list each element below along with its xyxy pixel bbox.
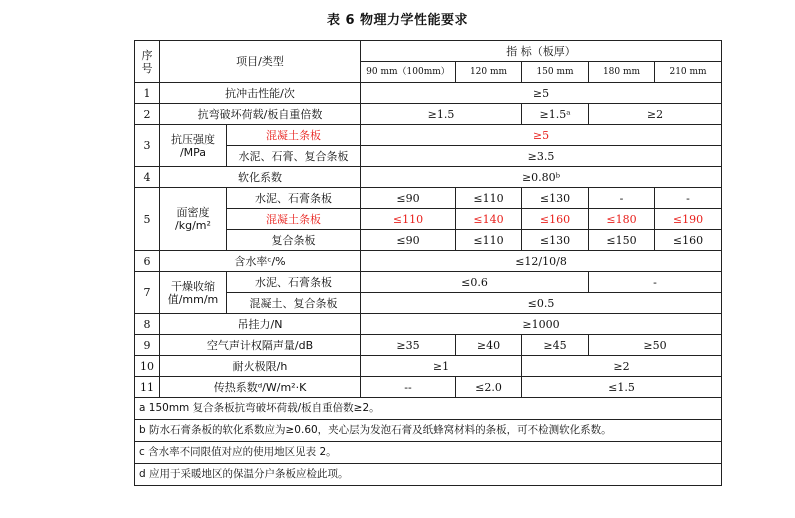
cell-value: ≤110 (361, 209, 456, 230)
header-item: 项目/类型 (160, 41, 361, 83)
cell-value: - (589, 272, 722, 293)
cell-value: ≥5 (361, 125, 722, 146)
cell-value: ≤160 (522, 209, 589, 230)
row-label: 吊挂力/N (160, 314, 361, 335)
row-no: 7 (135, 272, 160, 314)
row-sublabel: 水泥、石膏条板 (227, 272, 361, 293)
cell-value: - (655, 188, 722, 209)
footnote-b: b 防水石膏条板的软化系数应为≥0.60，夹心层为发泡石膏及纸蜂窝材料的条板，可不检测软化系数。 (135, 420, 722, 442)
row-no: 1 (135, 83, 160, 104)
table-title: 表 6 物理力学性能要求 (326, 13, 469, 28)
row-sublabel: 混凝土条板 (227, 209, 361, 230)
cell-value: ≥40 (456, 335, 522, 356)
cell-value: ≥1 (361, 356, 522, 377)
cell-value: ≤110 (456, 230, 522, 251)
row-label: 传热系数ᵈ/W/m²·K (160, 377, 361, 398)
cell-value: ≥0.80ᵇ (361, 167, 722, 188)
row-sublabel: 水泥、石膏条板 (227, 188, 361, 209)
footnote-d: d 应用于采暖地区的保温分户条板应检此项。 (135, 464, 722, 486)
header-seq: 序 号 (135, 41, 160, 83)
cell-value: ≤160 (655, 230, 722, 251)
cell-value: ≤190 (655, 209, 722, 230)
cell-value: ≥1.5ᵃ (522, 104, 589, 125)
cell-value: ≤150 (589, 230, 655, 251)
cell-value: ≤1.5 (522, 377, 722, 398)
col-90: 90 mm（100mm） (361, 62, 456, 83)
cell-value: -- (361, 377, 456, 398)
row-no: 6 (135, 251, 160, 272)
cell-value: ≥35 (361, 335, 456, 356)
cell-value: ≤90 (361, 188, 456, 209)
cell-value: ≤90 (361, 230, 456, 251)
row-sublabel: 复合条板 (227, 230, 361, 251)
cell-value: ≤110 (456, 188, 522, 209)
row-no: 2 (135, 104, 160, 125)
row-sublabel: 混凝土条板 (227, 125, 361, 146)
row-label: 含水率ᶜ/% (160, 251, 361, 272)
row-label: 抗冲击性能/次 (160, 83, 361, 104)
row-no: 3 (135, 125, 160, 167)
cell-value: ≤130 (522, 230, 589, 251)
cell-value: ≤0.6 (361, 272, 589, 293)
cell-value: ≥45 (522, 335, 589, 356)
row-sublabel: 混凝土、复合条板 (227, 293, 361, 314)
row-label: 抗压强度 /MPa (160, 125, 227, 167)
cell-value: ≥2 (589, 104, 722, 125)
row-label: 耐火极限/h (160, 356, 361, 377)
row-no: 9 (135, 335, 160, 356)
cell-value: ≤140 (456, 209, 522, 230)
cell-value: - (589, 188, 655, 209)
cell-value: ≥1000 (361, 314, 722, 335)
col-150: 150 mm (522, 62, 589, 83)
footnote-a: a 150mm 复合条板抗弯破坏荷载/板自重倍数≥2。 (135, 398, 722, 420)
row-no: 10 (135, 356, 160, 377)
cell-value: ≤180 (589, 209, 655, 230)
cell-value: ≥5 (361, 83, 722, 104)
header-index: 指 标（板厚） (361, 41, 722, 62)
row-no: 4 (135, 167, 160, 188)
cell-value: ≤0.5 (361, 293, 722, 314)
row-label: 软化系数 (160, 167, 361, 188)
cell-value: ≤130 (522, 188, 589, 209)
physical-mechanical-requirements-table (134, 40, 722, 486)
cell-value: ≥1.5 (361, 104, 522, 125)
row-no: 8 (135, 314, 160, 335)
col-120: 120 mm (456, 62, 522, 83)
cell-value: ≥50 (589, 335, 722, 356)
cell-value: ≥2 (522, 356, 722, 377)
col-180: 180 mm (589, 62, 655, 83)
cell-value: ≤12/10/8 (361, 251, 722, 272)
col-210: 210 mm (655, 62, 722, 83)
row-label: 抗弯破坏荷载/板自重倍数 (160, 104, 361, 125)
row-sublabel: 水泥、石膏、复合条板 (227, 146, 361, 167)
footnote-c: c 含水率不同限值对应的使用地区见表 2。 (135, 442, 722, 464)
row-no: 5 (135, 188, 160, 251)
row-no: 11 (135, 377, 160, 398)
row-label: 干燥收缩 值/mm/m (160, 272, 227, 314)
row-label: 面密度 /kg/m² (160, 188, 227, 251)
row-label: 空气声计权隔声量/dB (160, 335, 361, 356)
cell-value: ≤2.0 (456, 377, 522, 398)
cell-value: ≥3.5 (361, 146, 722, 167)
